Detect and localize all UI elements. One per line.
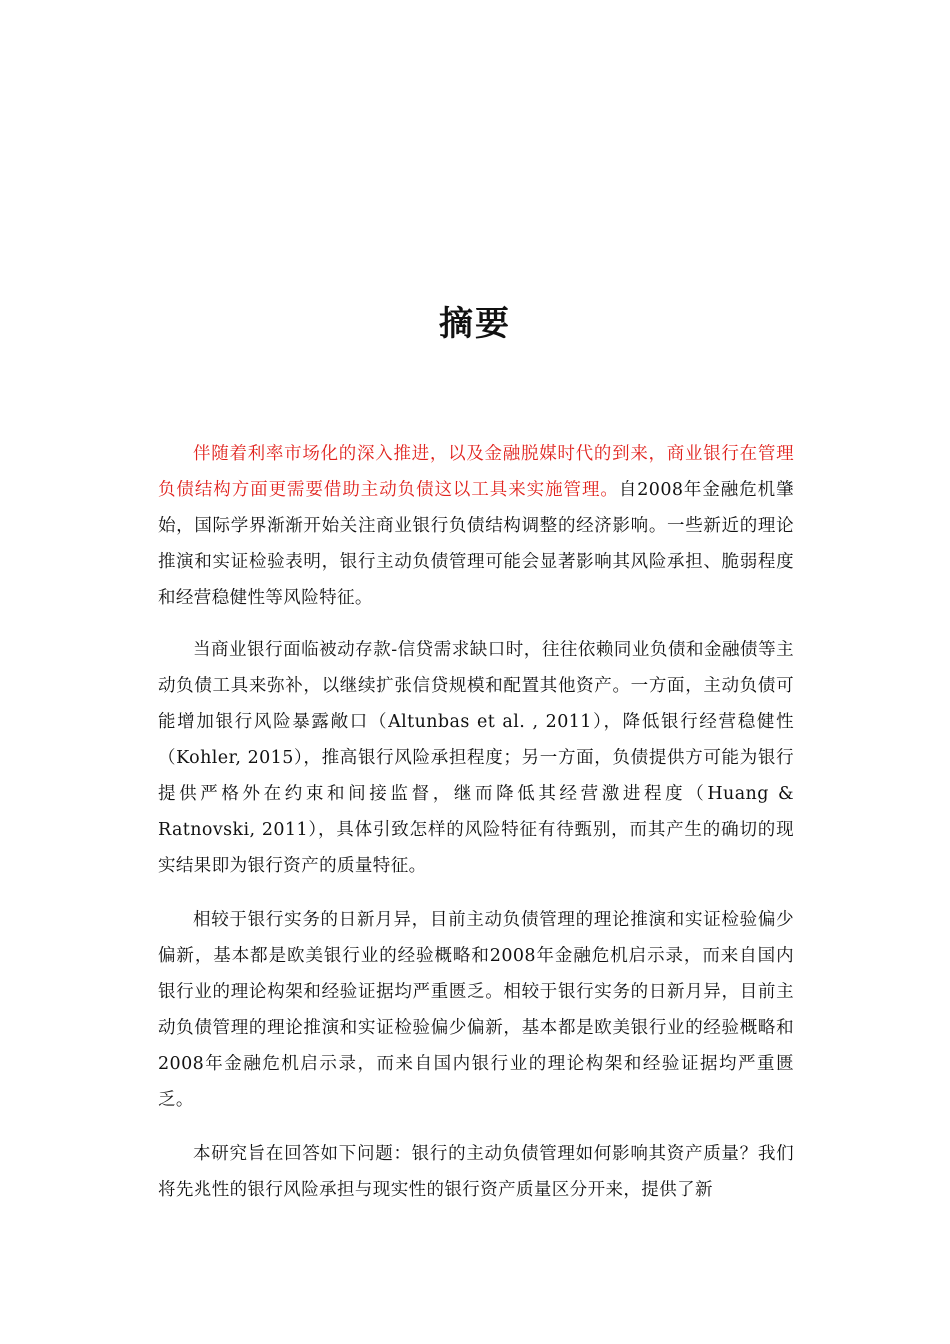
paragraph-2 [158, 632, 794, 884]
paragraph-1 [158, 436, 794, 616]
highlighted-sentence: 伴随着利率市场化的深入推进，以及金融脱媒时代的到来，商业银行在管理负债结构方面更需要借助主动负债这以工具来实施管理。 [158, 444, 794, 500]
paragraph-3 [158, 902, 794, 1118]
paragraph-text: 本研究旨在回答如下问题：银行的主动负债管理如何影响其资产质量？我们将先兆性的银行风险承担与现实性的银行资产质量区分开来，提供了新 [158, 1144, 794, 1200]
paragraph-text: 相较于银行实务的日新月异，目前主动负债管理的理论推演和实证检验偏少偏新，基本都是欧美银行业的经验概略和2008年金融危机启示录，而来自国内银行业的理论构架和经验证据均严重匮乏。相较于银行实务的日新月异，目前主动负债管理的理论推演和实证检验偏少偏新，基本都是欧美银行业的经验概略和2008年金融危机启示录，而来自国内银行业的理论构架和经验证据均严重匮乏。 [158, 910, 794, 1110]
paragraph-text: 自2008年金融危机肇始，国际学界渐渐开始关注商业银行负债结构调整的经济影响。一些新近的理论推演和实证检验表明，银行主动负债管理可能会显著影响其风险承担、脆弱程度和经营稳健性等风险特征。 [158, 480, 794, 608]
abstract-body [158, 436, 794, 1224]
paragraph-text: 当商业银行面临被动存款-信贷需求缺口时，往往依赖同业负债和金融债等主动负债工具来弥补，以继续扩张信贷规模和配置其他资产。一方面，主动负债可能增加银行风险暴露敞口（Altunbas et al. , 2011），降低银行经营稳健性（Kohler, 2015），推高银行风险承担程度；另一方面，负债提供方可能为银行提供严格外在约束和间接监督，继而降低其经营激进程度（Huang & Ratnovski, 2011），具体引致怎样的风险特征有待甄别，而其产生的确切的现实结果即为银行资产的质量特征。 [158, 640, 794, 876]
paragraph-4 [158, 1136, 794, 1208]
page-title: 摘要 [439, 304, 511, 344]
